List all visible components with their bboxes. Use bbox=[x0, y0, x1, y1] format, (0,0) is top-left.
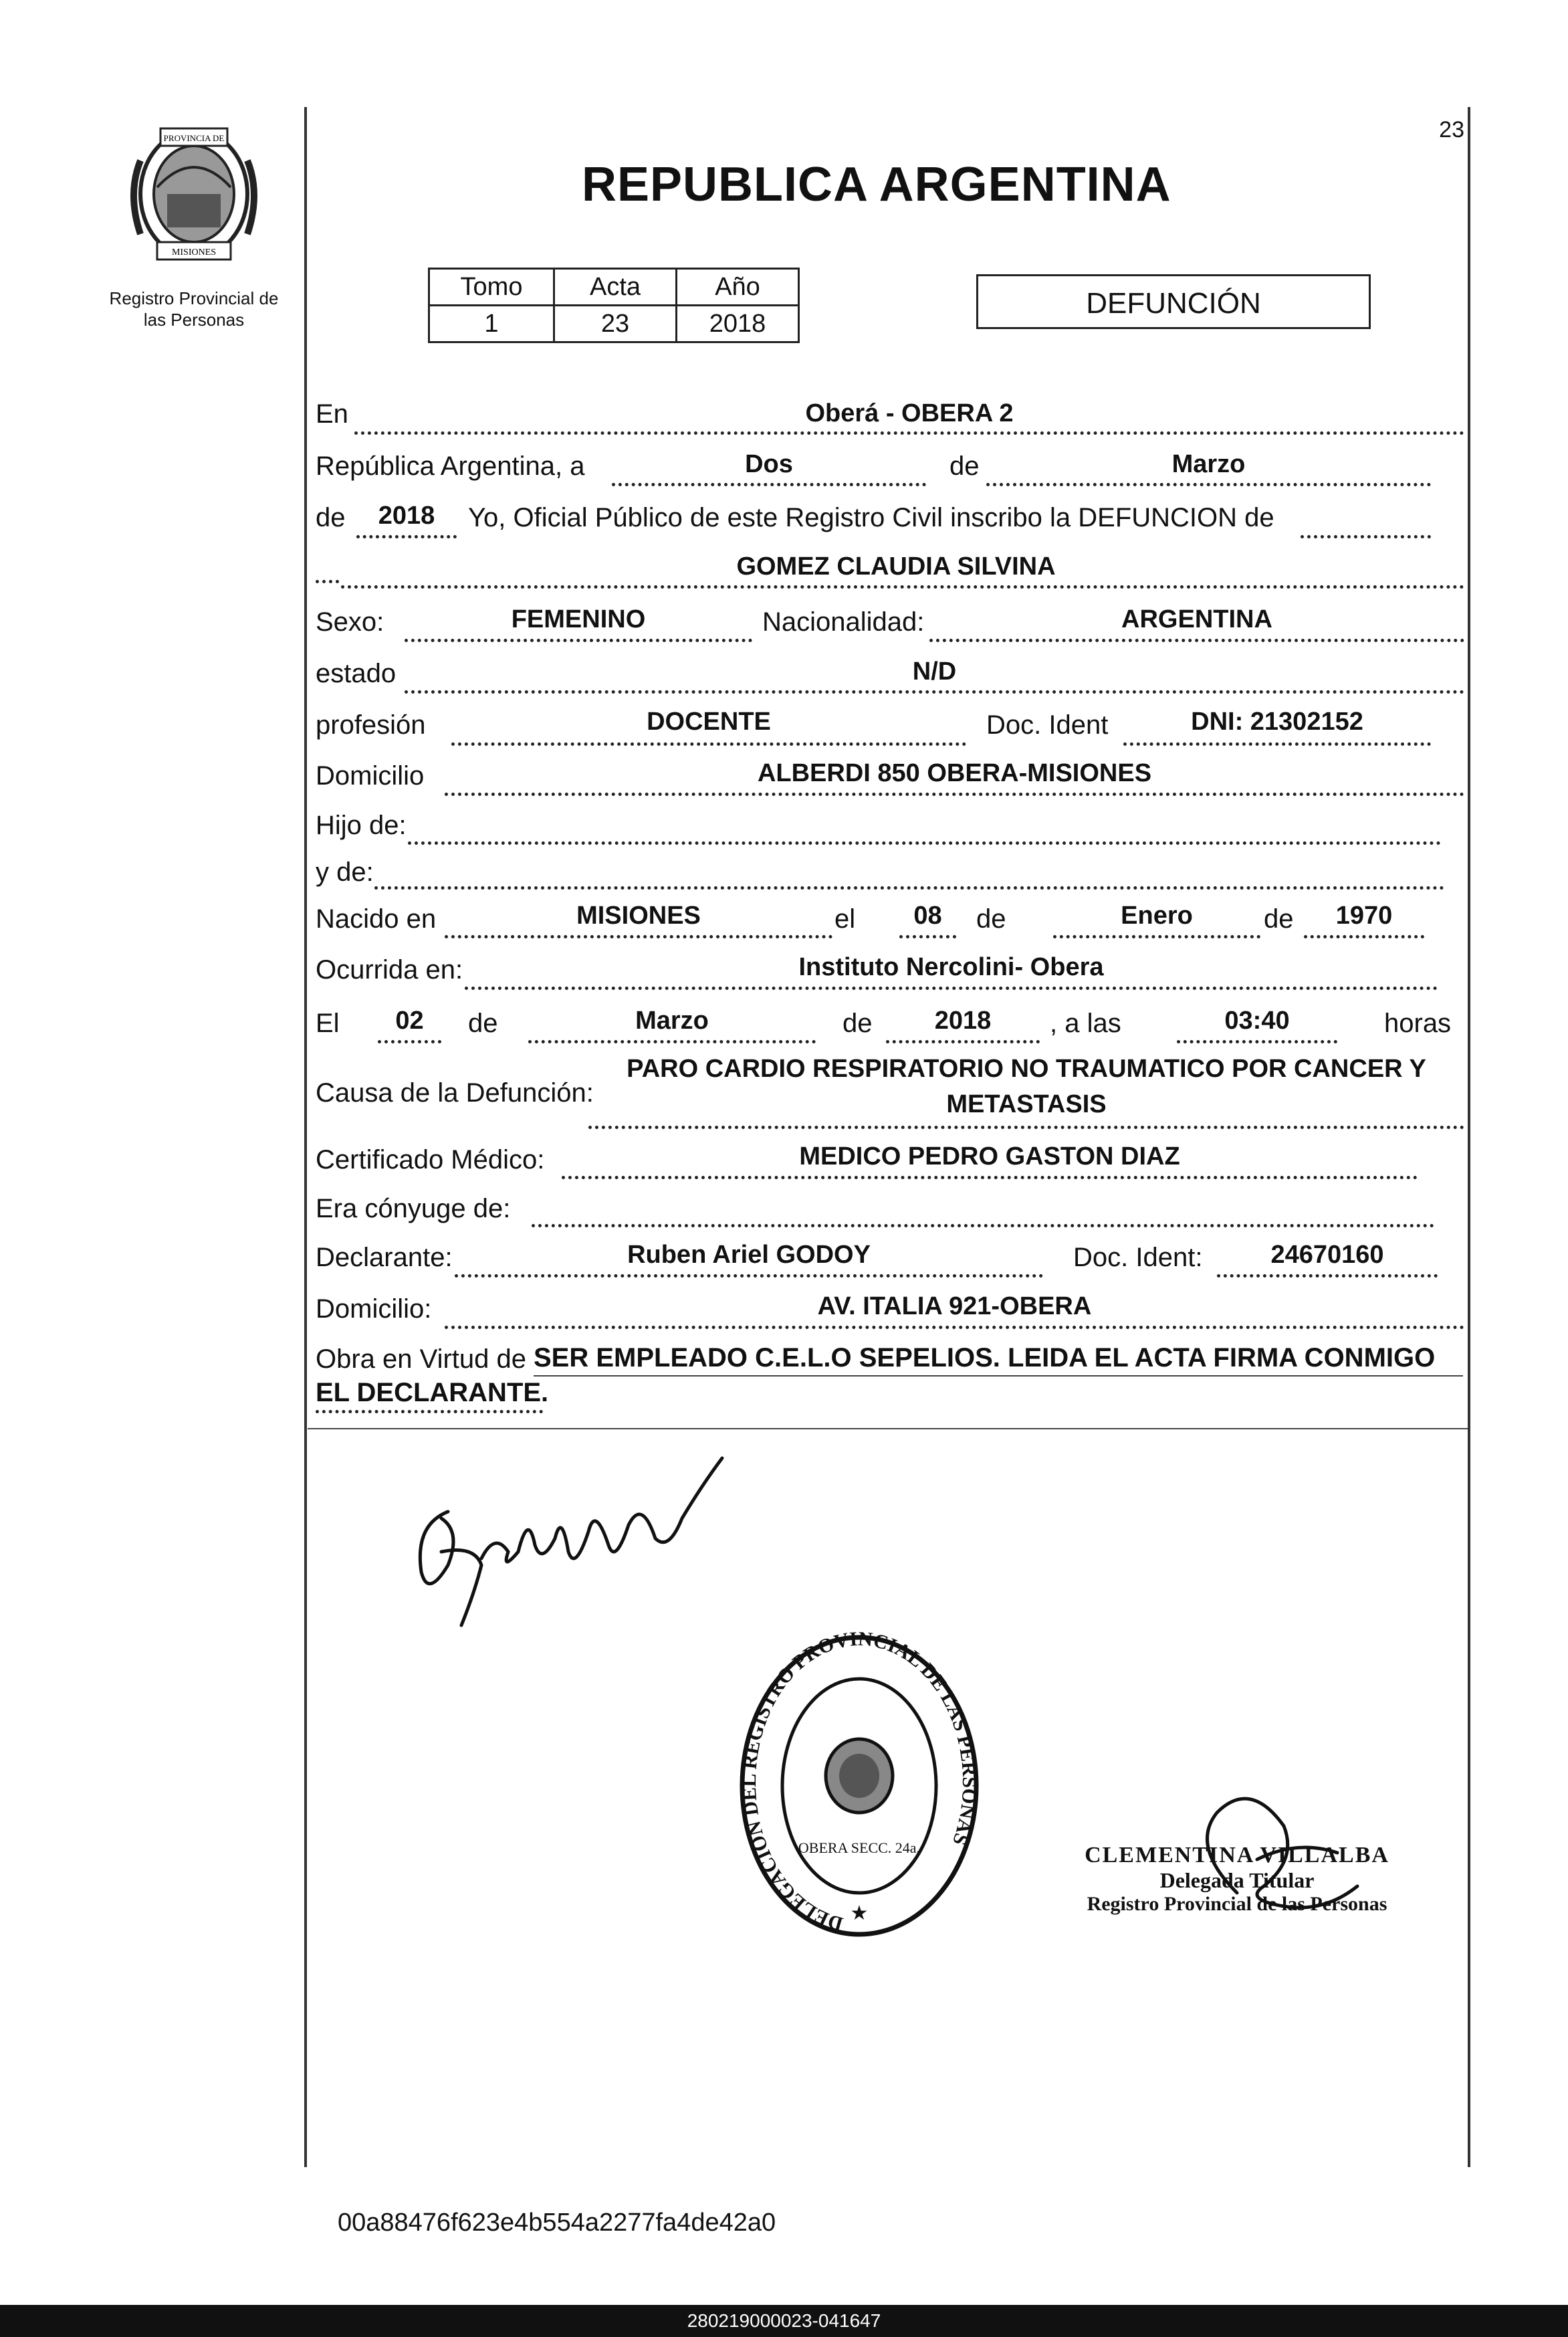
declarante-label: Declarante: bbox=[316, 1243, 453, 1272]
year-value: 2018 bbox=[378, 502, 435, 530]
profesion-dotline bbox=[451, 742, 966, 746]
obra-label: Obra en Virtud de bbox=[316, 1344, 527, 1374]
domicilio2-label: Domicilio: bbox=[316, 1294, 432, 1324]
nacionalidad-value: ARGENTINA bbox=[1121, 605, 1272, 633]
birth-day-dotline bbox=[899, 935, 956, 938]
record-header-acta: Acta bbox=[554, 269, 677, 306]
name-dotline bbox=[341, 585, 1464, 589]
ocurrida-label: Ocurrida en: bbox=[316, 955, 463, 985]
record-type-box: DEFUNCIÓN bbox=[976, 274, 1371, 329]
conyuge-label: Era cónyuge de: bbox=[316, 1194, 511, 1223]
deceased-name: GOMEZ CLAUDIA SILVINA bbox=[736, 552, 1056, 581]
birth-month-dotline bbox=[1053, 935, 1260, 938]
registrar-text: Yo, Oficial Público de este Registro Civil inscribo la DEFUNCION de bbox=[468, 503, 1274, 532]
doc-ident2-value: 24670160 bbox=[1270, 1241, 1384, 1269]
page-number: 23 bbox=[1439, 117, 1464, 142]
nacido-value: MISIONES bbox=[576, 902, 701, 930]
certificado-dotline bbox=[562, 1176, 1418, 1179]
obra-line1: SER EMPLEADO C.E.L.O SEPELIOS. LEIDA EL ACTA FIRMA CONMIGO bbox=[534, 1343, 1436, 1373]
death-year-dotline bbox=[886, 1040, 1040, 1043]
en-label: En bbox=[316, 399, 348, 429]
hijo-dotline bbox=[408, 841, 1441, 845]
alas-label: , a las bbox=[1050, 1009, 1121, 1038]
month-dotline bbox=[986, 483, 1431, 486]
doc-ident-dotline bbox=[1123, 742, 1431, 746]
causa-label: Causa de la Defunción: bbox=[316, 1078, 594, 1108]
signatory-org: Registro Provincial de las Personas bbox=[1087, 1893, 1387, 1915]
year-dotline bbox=[356, 535, 457, 538]
signatory-block bbox=[1070, 1843, 1404, 1916]
registrar-dotline bbox=[1301, 535, 1431, 538]
seal-outer-text: DELEGACION DEL REGISTRO PROVINCIAL DE LAS PERSONAS bbox=[738, 1632, 981, 1936]
record-value-tomo: 1 bbox=[429, 306, 554, 342]
record-value-acta: 23 bbox=[554, 306, 677, 342]
profesion-label: profesión bbox=[316, 710, 426, 740]
right-margin-line bbox=[1468, 107, 1470, 2167]
estado-value: N/D bbox=[912, 657, 957, 686]
domicilio-value: ALBERDI 850 OBERA-MISIONES bbox=[757, 759, 1152, 787]
yde-label: y de: bbox=[316, 857, 374, 887]
obra-line2-dotline bbox=[316, 1410, 543, 1413]
estado-dotline bbox=[405, 690, 1464, 694]
death-year: 2018 bbox=[934, 1007, 992, 1035]
sexo-label: Sexo: bbox=[316, 607, 384, 637]
birth-de-year-label: de bbox=[1264, 904, 1294, 934]
doc-ident2-dotline bbox=[1217, 1274, 1438, 1278]
sexo-value: FEMENINO bbox=[511, 605, 646, 633]
causa-dotline bbox=[588, 1126, 1464, 1129]
conyuge-dotline bbox=[532, 1224, 1434, 1227]
delegation-seal-stamp bbox=[736, 1632, 983, 1940]
en-dotline bbox=[354, 431, 1464, 435]
province-crest-emblem bbox=[120, 120, 267, 268]
record-table bbox=[428, 268, 800, 343]
estado-label: estado bbox=[316, 659, 397, 688]
doc-ident-label: Doc. Ident bbox=[986, 710, 1109, 740]
day-words: Dos bbox=[745, 450, 793, 478]
document-title: REPUBLICA ARGENTINA bbox=[582, 158, 1171, 211]
certificado-value: MEDICO PEDRO GASTON DIAZ bbox=[799, 1142, 1180, 1171]
causa-line2: METASTASIS bbox=[946, 1090, 1107, 1118]
de-label: de bbox=[949, 451, 980, 481]
crest-top-text: PROVINCIA DE bbox=[163, 133, 225, 143]
birth-day: 08 bbox=[913, 902, 942, 930]
de-year-label: de bbox=[316, 503, 346, 532]
nacido-label: Nacido en bbox=[316, 904, 437, 934]
doc-ident-value: DNI: 21302152 bbox=[1191, 708, 1363, 736]
birth-month: Enero bbox=[1121, 902, 1193, 930]
signatory-role: Delegada Titular bbox=[1159, 1868, 1315, 1892]
seal-inner-text: OBERA SECC. 24a. bbox=[798, 1839, 921, 1856]
obra-line1-underline bbox=[534, 1375, 1463, 1377]
sexo-dotline bbox=[405, 639, 752, 642]
ocurrida-value: Instituto Nercolini- Obera bbox=[798, 953, 1104, 981]
record-value-anio: 2018 bbox=[677, 306, 799, 342]
registry-label-line2: las Personas bbox=[143, 310, 245, 330]
registry-label-line1: Registro Provincial de bbox=[109, 288, 279, 308]
horas-label: horas bbox=[1384, 1009, 1452, 1038]
certificado-label: Certificado Médico: bbox=[316, 1145, 545, 1175]
profesion-value: DOCENTE bbox=[647, 708, 771, 736]
domicilio-label: Domicilio bbox=[316, 761, 425, 791]
nacido-dotline bbox=[445, 935, 832, 938]
yde-dotline bbox=[374, 886, 1444, 890]
el-label: el bbox=[834, 904, 856, 934]
birth-de-label: de bbox=[976, 904, 1006, 934]
doc-ident2-label: Doc. Ident: bbox=[1073, 1243, 1203, 1272]
declarante-value: Ruben Ariel GODOY bbox=[627, 1241, 871, 1269]
republica-label: República Argentina, a bbox=[316, 451, 585, 481]
form-bottom-rule bbox=[308, 1428, 1468, 1429]
el-cap-label: El bbox=[316, 1009, 340, 1038]
domicilio2-dotline bbox=[445, 1326, 1464, 1329]
death-time-dotline bbox=[1177, 1040, 1337, 1043]
obra-line2: EL DECLARANTE. bbox=[316, 1378, 549, 1407]
en-value: Oberá - OBERA 2 bbox=[805, 399, 1014, 427]
month-value: Marzo bbox=[1171, 450, 1246, 478]
nacionalidad-dotline bbox=[929, 639, 1464, 642]
document-hash: 00a88476f623e4b554a2277fa4de42a0 bbox=[338, 2209, 776, 2237]
name-lead-dotline bbox=[316, 580, 339, 583]
death-day: 02 bbox=[395, 1007, 424, 1035]
birth-year: 1970 bbox=[1335, 902, 1393, 930]
causa-line1: PARO CARDIO RESPIRATORIO NO TRAUMATICO POR CANCER Y bbox=[627, 1055, 1426, 1083]
record-header-anio: Año bbox=[677, 269, 799, 306]
day-dotline bbox=[612, 483, 926, 486]
birth-year-dotline bbox=[1304, 935, 1424, 938]
footer-code: 280219000023-041647 bbox=[0, 2305, 1568, 2337]
signatory-name: CLEMENTINA VILLALBA bbox=[1085, 1843, 1389, 1867]
domicilio2-value: AV. ITALIA 921-OBERA bbox=[817, 1292, 1092, 1320]
seal-star-icon: ★ bbox=[850, 1902, 869, 1924]
ocurrida-dotline bbox=[465, 987, 1438, 990]
death-month-dotline bbox=[528, 1040, 816, 1043]
death-month: Marzo bbox=[635, 1007, 709, 1035]
registry-label bbox=[87, 288, 301, 330]
record-header-tomo: Tomo bbox=[429, 269, 554, 306]
declarante-dotline bbox=[455, 1274, 1043, 1278]
death-de-label: de bbox=[468, 1009, 498, 1038]
death-time: 03:40 bbox=[1224, 1007, 1290, 1035]
crest-bottom-text: MISIONES bbox=[171, 247, 217, 258]
domicilio-dotline bbox=[445, 793, 1464, 796]
death-day-dotline bbox=[378, 1040, 441, 1043]
nacionalidad-label: Nacionalidad: bbox=[762, 607, 925, 637]
left-margin-line bbox=[304, 107, 307, 2167]
death-de-year-label: de bbox=[843, 1009, 873, 1038]
hijo-label: Hijo de: bbox=[316, 811, 407, 840]
declarant-signature bbox=[374, 1431, 749, 1632]
